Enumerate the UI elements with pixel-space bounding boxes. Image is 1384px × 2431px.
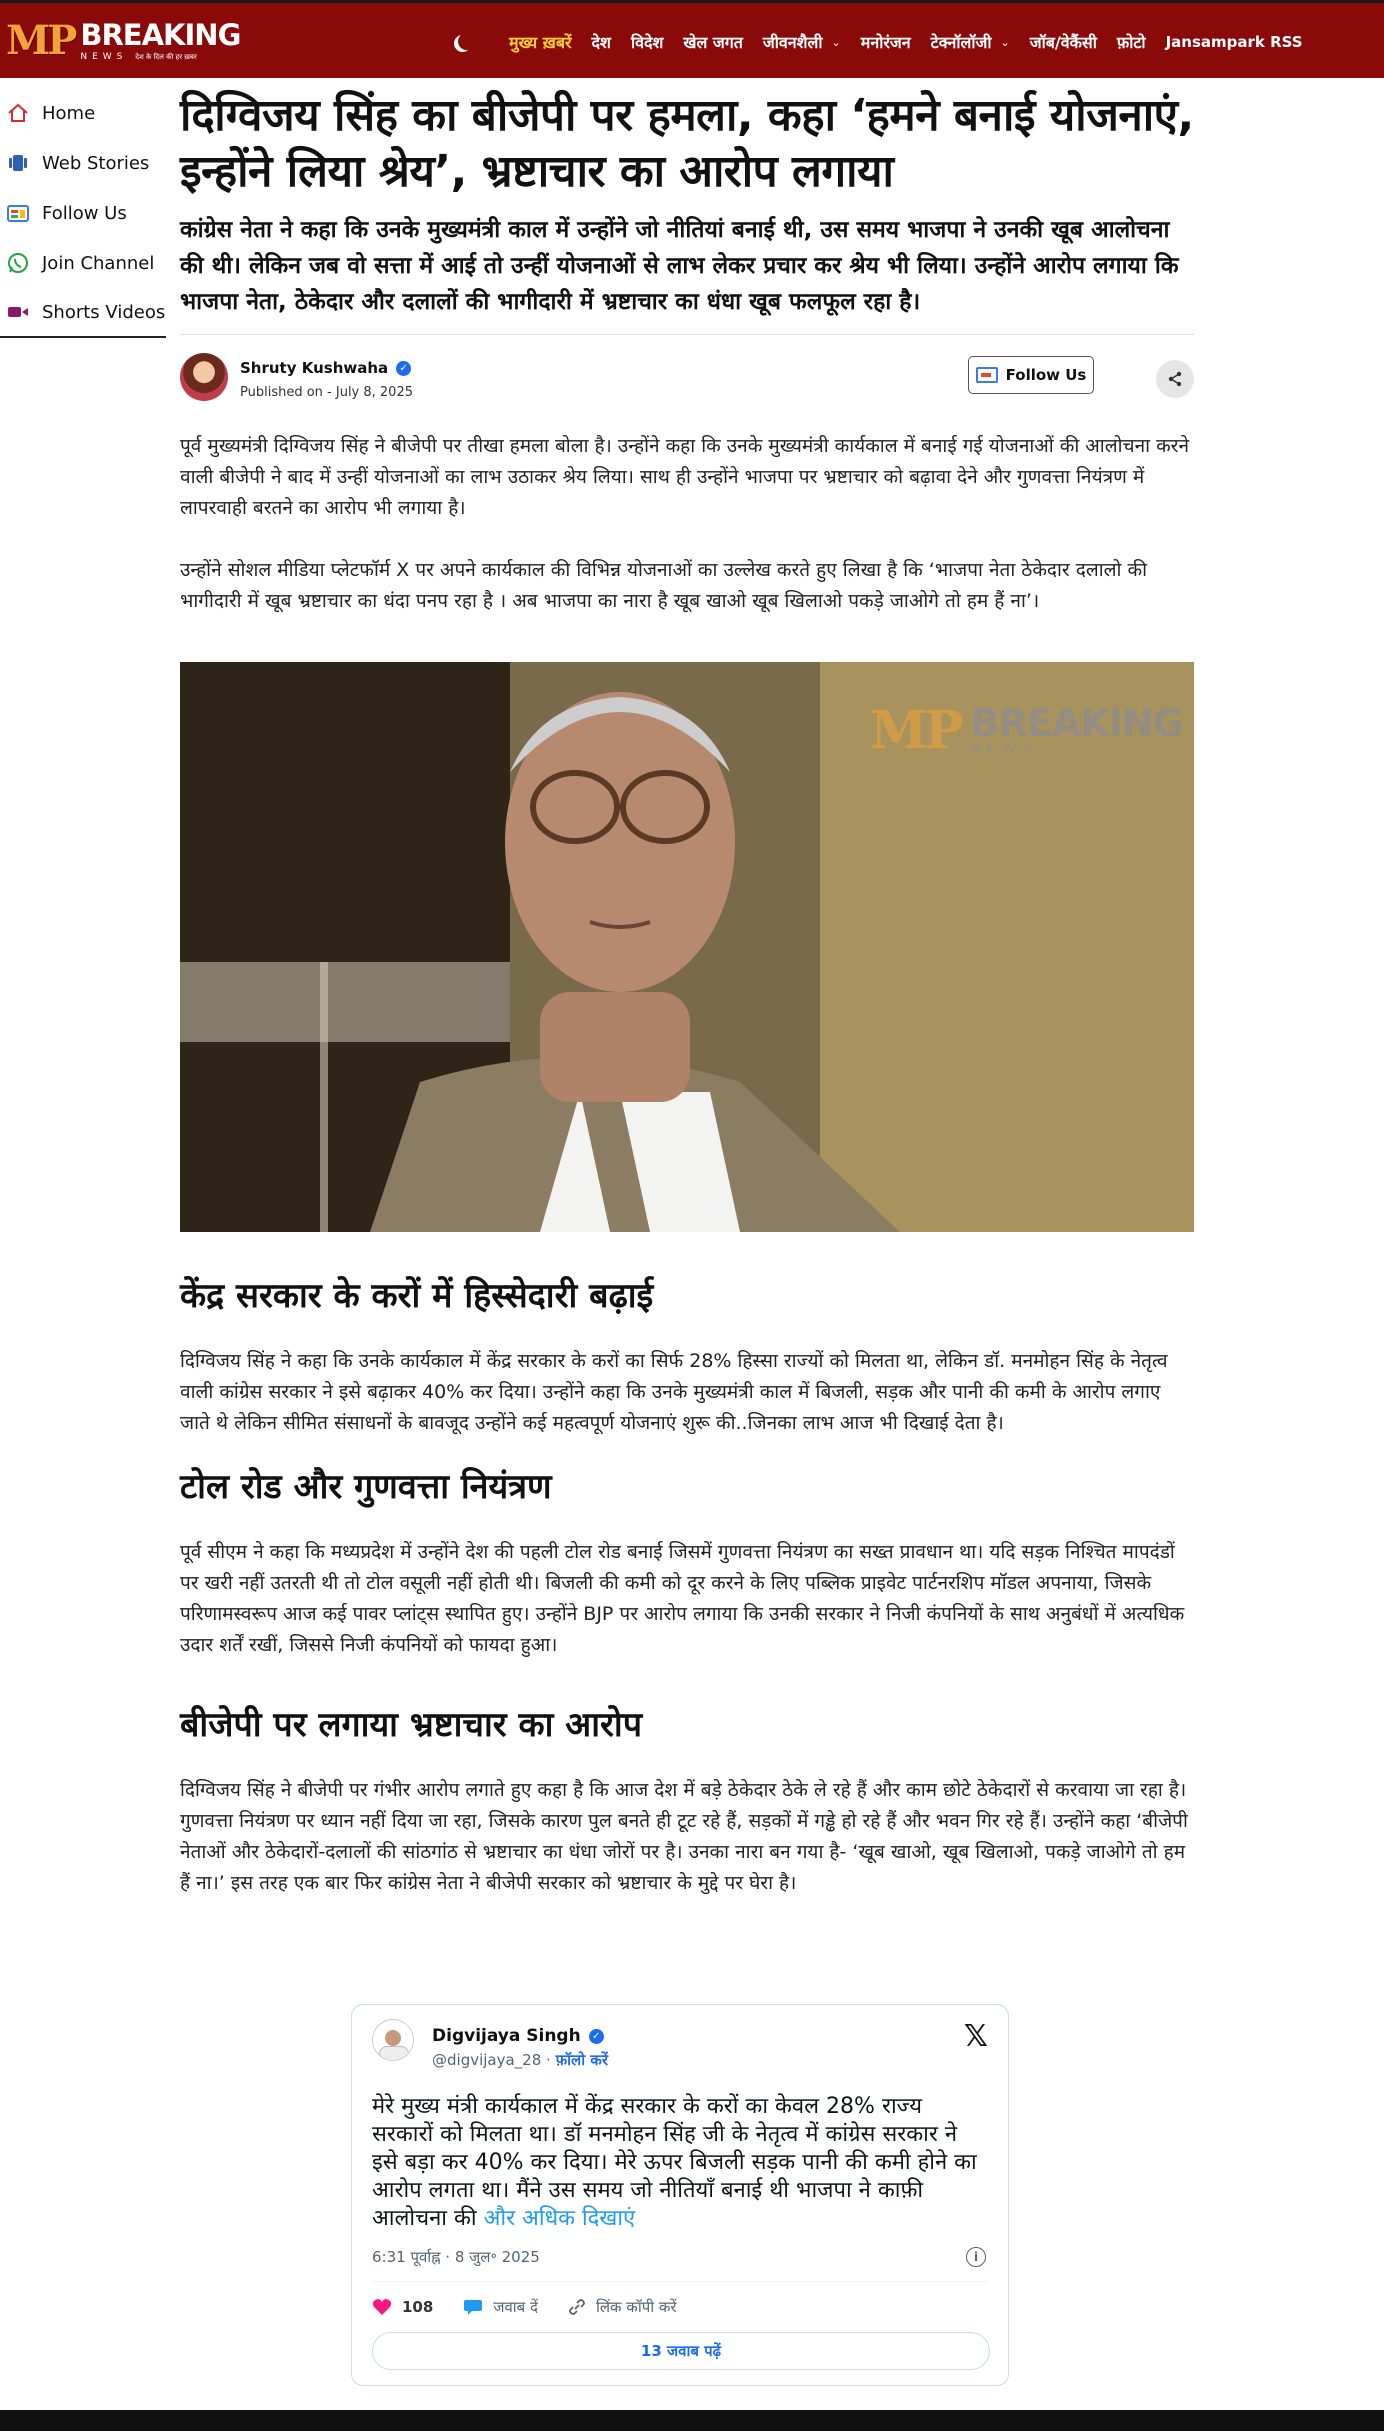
nav-item-entertainment[interactable] — [861, 31, 911, 53]
nav-label: मुख्य ख़बरें — [509, 33, 572, 52]
section-heading: केंद्र सरकार के करों में हिस्सेदारी बढ़ाई — [180, 1276, 654, 1316]
nav-label: फ़ोटो — [1116, 33, 1146, 52]
share-icon — [1167, 371, 1183, 387]
section-paragraph: दिग्विजय सिंह ने बीजेपी पर गंभीर आरोप लगाते हुए कहा है कि आज देश में बड़े ठेकेदार ठेके ले रहे हैं और काम छोटे ठेकेदारों से करवाया जा रहा है। गुणवत्ता नियंत्रण पर ध्यान नहीं दिया जा रहा, जिसके कारण पुल बनते ही टूट रहे हैं, सड़कों में गड्ढे हो रहे हैं और भवन गिर रहे हैं। उन्होंने कहा ‘बीजेपी नेताओं और ठेकेदारों-दलालों की सांठगांठ से भ्रष्टाचार का धंधा जोरों पर है। उनका नारा बन गया है- ‘खूब खाओ, खूब खिलाओ, पकड़े जाओगे तो हम हैं ना।’ इस तरह एक बार फिर कांग्रेस नेता ने बीजेपी सरकार को भ्रष्टाचार के मुद्दे पर घेरा है। — [180, 1779, 1188, 1894]
author-name-row — [240, 359, 411, 377]
logo-tagline: देश के दिल की हर ख़बर — [135, 52, 197, 61]
main-nav — [455, 3, 1323, 81]
nav-item-technology[interactable] — [931, 31, 1010, 53]
article-summary: कांग्रेस नेता ने कहा कि उनके मुख्यमंत्री काल में उन्होंने जो नीतियां बनाई थी, उस समय भाजपा ने उनकी खूब आलोचना की थी। लेकिन जब वो सत्ता में आई तो उन्हीं योजनाओं से लाभ लेकर प्रचार कर श्रेय भी लिया। उन्होंने आरोप लगाया कि भाजपा नेता, ठेकेदार और दलालों की भागीदारी में भ्रष्टाचार का धंधा खूब फलफूल रहा है। — [180, 217, 1179, 315]
video-icon — [6, 304, 30, 320]
tweet-handle-row — [432, 2050, 608, 2070]
chevron-down-icon: ⌄ — [831, 35, 841, 49]
embedded-tweet[interactable] — [351, 2004, 1009, 2386]
whatsapp-icon — [6, 252, 30, 274]
sidebar-item-shorts-videos[interactable] — [0, 288, 166, 338]
publish-date: Published on - July 8, 2025 — [240, 385, 413, 400]
sidebar-item-label: Join Channel — [42, 252, 155, 274]
article-paragraph: पूर्व मुख्यमंत्री दिग्विजय सिंह ने बीजेपी पर तीखा हमला बोला है। उन्होंने कहा कि उनके मुख्यमंत्री कार्यकाल में बनाई गई योजनाओं की आलोचना करने वाली बीजेपी ने बाद में उन्हीं योजनाओं का लाभ उठाकर श्रेय लिया। साथ ही उन्होंने भाजपा पर भ्रष्टाचार को बढ़ावा देने और गुणवत्ता नियंत्रण में लापरवाही बरतने का आरोप भी लगाया है। — [180, 435, 1189, 519]
author-avatar[interactable] — [180, 353, 228, 401]
like-button[interactable] — [372, 2298, 433, 2316]
nav-item-photo[interactable] — [1117, 31, 1146, 53]
logo-mp-mark: MP — [6, 17, 75, 64]
tweet-author-row — [432, 2026, 604, 2046]
nav-item-jansampark-rss[interactable] — [1166, 33, 1303, 51]
x-logo-icon[interactable]: 𝕏 — [963, 2019, 988, 2054]
tweet-handle: @digvijaya_28 · — [432, 2051, 556, 2069]
site-header — [0, 0, 1384, 78]
tweet-timestamp[interactable]: 6:31 पूर्वाह्न · 8 जुल॰ 2025 — [372, 2248, 540, 2266]
read-replies-button[interactable]: 13 जवाब पढ़ें — [372, 2332, 990, 2370]
site-logo[interactable] — [6, 15, 240, 67]
sidebar-item-label: Web Stories — [42, 152, 150, 174]
tweet-text — [372, 2093, 982, 2233]
logo-news-line — [80, 53, 240, 62]
logo-text — [80, 17, 241, 62]
nav-label: देश — [591, 33, 611, 52]
watermark-mp: MP — [870, 700, 961, 761]
logo-news: NEWS — [80, 51, 128, 62]
like-count: 108 — [402, 2298, 434, 2316]
sidebar-item-label: Home — [42, 102, 96, 124]
sidebar — [0, 88, 166, 338]
nav-item-videsh[interactable] — [631, 31, 663, 53]
author-byline — [180, 345, 1194, 415]
sidebar-item-join-channel[interactable] — [0, 238, 166, 288]
dark-mode-moon-icon[interactable] — [455, 31, 477, 53]
verified-badge-icon: ✓ — [589, 2029, 604, 2044]
reply-label: जवाब दें — [493, 2298, 538, 2316]
watermark-news: NEWS — [970, 741, 1037, 758]
tweet-author-name[interactable]: Digvijaya Singh — [432, 2026, 581, 2046]
tweet-follow-link[interactable]: फ़ॉलो करें — [555, 2051, 608, 2069]
tweet-actions — [372, 2297, 707, 2317]
section-heading: टोल रोड और गुणवत्ता नियंत्रण — [180, 1467, 552, 1507]
nav-label: विदेश — [630, 33, 664, 52]
link-icon — [568, 2298, 586, 2316]
home-icon — [6, 103, 30, 123]
article-hero-image — [180, 662, 1194, 1232]
nav-item-sports[interactable] — [683, 31, 743, 53]
share-button[interactable] — [1156, 360, 1194, 398]
watermark-breaking: BREAKING — [970, 700, 1183, 745]
copy-link-label: लिंक कॉपी करें — [595, 2298, 677, 2316]
logo-breaking: BREAKING — [80, 17, 241, 52]
sidebar-item-label: Shorts Videos — [42, 301, 166, 323]
article-paragraph: उन्होंने सोशल मीडिया प्लेटफॉर्म X पर अपने कार्यकाल की विभिन्न योजनाओं का उल्लेख करते हुए लिखा है कि ‘भाजपा नेता ठेकेदार दलालो की भागीदारी में खूब भ्रष्टाचार का धंदा पनप रहा है । अब भाजपा का नारा है खूब खाओ खूब खिलाओ पकड़े जाओगे तो हम हैं ना’। — [180, 559, 1147, 612]
follow-us-label: Follow Us — [1005, 366, 1087, 384]
nav-item-top-news[interactable] — [509, 31, 572, 53]
sidebar-item-follow-us[interactable] — [0, 188, 166, 238]
tweet-author-avatar[interactable] — [372, 2019, 414, 2061]
chevron-down-icon: ⌄ — [1000, 35, 1010, 49]
section-paragraph: पूर्व सीएम ने कहा कि मध्यप्रदेश में उन्होंने देश की पहली टोल रोड बनाई जिसमें गुणवत्ता नियंत्रण का सख्त प्रावधान था। यदि सड़क निश्चित मापदंडों पर खरी नहीं उतरती थी तो टोल वसूली नहीं होती थी। बिजली की कमी को दूर करने के लिए पब्लिक प्राइवेट पार्टनरशिप मॉडल अपनाया, जिसके परिणामस्वरूप आज कई पावर प्लांट्स स्थापित हुए। उन्होंने BJP पर आरोप लगाया कि उनकी सरकार ने निजी कंपनियों के साथ अनुबंधों में अत्यधिक उदार शर्तें रखीं, जिससे निजी कंपनियों को फायदा हुआ। — [180, 1541, 1185, 1656]
show-more-link[interactable]: और अधिक दिखाएं — [483, 2206, 636, 2231]
google-news-icon — [6, 203, 30, 223]
footer-bar — [0, 2410, 1384, 2431]
nav-label: खेल जगत — [683, 33, 743, 52]
copy-link-button[interactable] — [568, 2297, 677, 2317]
nav-item-jobs[interactable] — [1030, 31, 1097, 53]
nav-label: जीवनशैली — [762, 33, 823, 52]
nav-item-desh[interactable] — [592, 31, 611, 53]
comment-bubble-icon — [463, 2298, 483, 2316]
sidebar-item-label: Follow Us — [42, 202, 127, 224]
tweet-body-text: मेरे मुख्य मंत्री कार्यकाल में केंद्र सरकार के करों का केवल 28% राज्य सरकारों को मिलता था। डॉ मनमोहन सिंह जी के नेतृत्व में कांग्रेस सरकार ने इसे बड़ा कर 40% कर दिया। मेरे ऊपर बिजली सड़क पानी की कमी होने का आरोप लगता था। मैंने उस समय जो नीतियाँ बनाई थी भाजपा ने काफ़ी आलोचना की — [372, 2094, 977, 2231]
article-title: दिग्विजय सिंह का बीजेपी पर हमला, कहा ‘हमने बनाई योजनाएं, इन्होंने लिया श्रेय’, भ्रष्टाचार का आरोप लगाया — [180, 90, 1194, 197]
info-icon[interactable]: i — [966, 2247, 986, 2267]
sidebar-item-web-stories[interactable] — [0, 138, 166, 188]
nav-label: मनोरंजन — [860, 33, 911, 52]
follow-us-button[interactable] — [968, 356, 1094, 394]
divider — [180, 334, 1194, 335]
reply-button[interactable] — [463, 2297, 538, 2317]
image-watermark — [870, 700, 1183, 761]
nav-label: टेक्नॉलॉजी — [930, 33, 992, 52]
sidebar-item-home[interactable] — [0, 88, 166, 138]
nav-label: जॉब/वेकैंसी — [1029, 33, 1097, 52]
author-name[interactable]: Shruty Kushwaha — [240, 359, 389, 377]
verified-badge-icon: ✓ — [396, 361, 411, 376]
section-paragraph: दिग्विजय सिंह ने कहा कि उनके कार्यकाल में केंद्र सरकार के करों का सिर्फ 28% हिस्सा राज्यों को मिलता था, लेकिन डॉ. मनमोहन सिंह के नेतृत्व वाली कांग्रेस सरकार ने इसे बढ़ाकर 40% कर दिया। उन्होंने कहा कि उनके मुख्यमंत्री काल में बिजली, सड़क और पानी की कमी के आरोप लगाए जाते थे लेकिन सीमित संसाधनों के बावजूद उन्होंने कई महत्वपूर्ण योजनाएं शुरू की..जिनका लाभ आज भी दिखाई देता है। — [180, 1350, 1168, 1434]
web-stories-icon — [6, 153, 30, 173]
heart-icon — [372, 2298, 392, 2316]
nav-item-lifestyle[interactable] — [763, 31, 841, 53]
article-main — [180, 78, 1194, 1899]
google-news-icon — [976, 367, 998, 383]
divider — [372, 2281, 988, 2282]
nav-label: Jansampark RSS — [1165, 33, 1303, 51]
watermark-text — [970, 700, 1183, 758]
section-heading: बीजेपी पर लगाया भ्रष्टाचार का आरोप — [180, 1705, 643, 1745]
